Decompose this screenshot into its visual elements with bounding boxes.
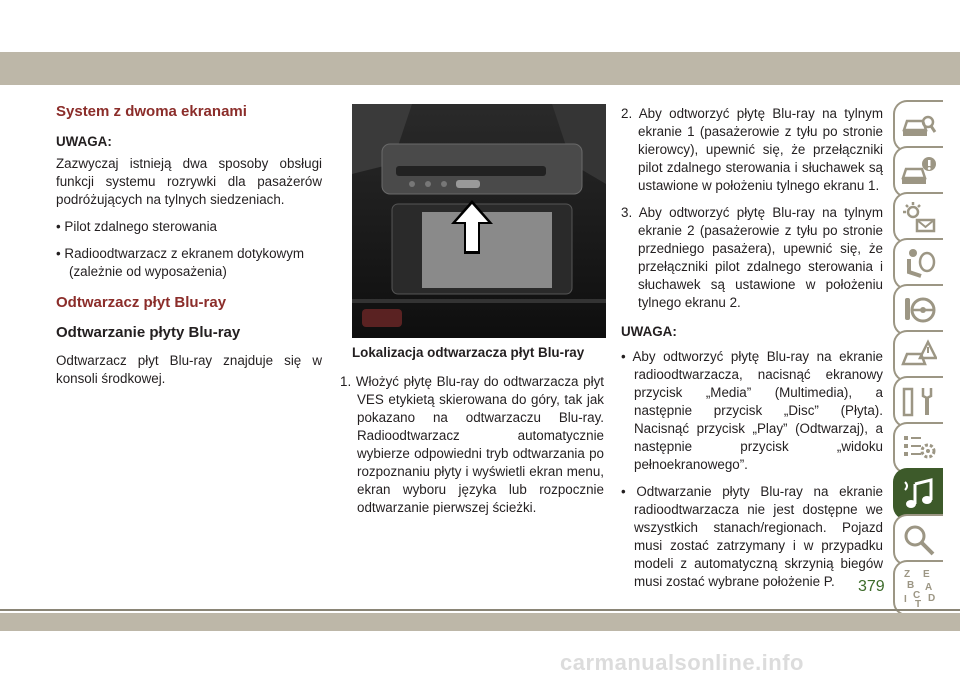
svg-text:C: C bbox=[913, 590, 921, 601]
page-number: 379 bbox=[858, 578, 885, 595]
tab-steering[interactable] bbox=[893, 284, 943, 336]
svg-text:T: T bbox=[915, 599, 922, 608]
search-icon bbox=[901, 522, 937, 558]
airbag-seat-icon bbox=[901, 246, 937, 282]
note-text: Zazwyczaj istnieją dwa sposoby obsługi funkcji systemu rozrywki dla pasażerów podróżujących na tylnych siedzeniach. bbox=[56, 156, 322, 207]
tab-roadside[interactable] bbox=[893, 330, 943, 382]
middle-column bbox=[340, 373, 604, 517]
bullet-remote: • Pilot zdalnego sterowania bbox=[56, 219, 218, 234]
roadside-warning-icon bbox=[901, 338, 937, 374]
bluray-player-photo bbox=[352, 104, 606, 338]
bullet-availability: • Odtwarzanie płyty Blu-ray na ekranie radioodtwarzacza nie jest dostępne we wszystkich stanach/regionach. Pojazd musi zostać zatrzymany i w przypadku modeli z automatyczną skrzynią biegów musi zostać wybrane położenie P. bbox=[621, 484, 883, 589]
step-1: 1. Włożyć płytę Blu-ray do odtwarzacza płyt VES etykietą skierowana do góry, tak jak pokazano na odtwarzaczu Blu-ray. Radioodtwarzacz automatycznie wybierze odpowiedni tryb odtwarzania po rozpoznaniu płyty i wyświetli ekran menu, ekran wyboru języka lub rozpocznie odtwarzanie pierwszej ścieżki. bbox=[340, 374, 604, 515]
car-info-icon bbox=[901, 154, 937, 190]
wrench-service-icon bbox=[901, 384, 937, 420]
tab-multimedia[interactable] bbox=[893, 468, 943, 520]
step-2: 2. Aby odtworzyć płytę Blu-ray na tylnym ekranie 1 (pasażerowie z tyłu po stronie kierowcy), upewnić się, że przełączniki pilot zdalnego sterowania i słuchawek są ustawione w położeniu tylnego ekranu 1. bbox=[621, 106, 883, 193]
note-label-2: UWAGA: bbox=[621, 324, 677, 339]
bottom-rule bbox=[0, 609, 960, 611]
steering-wheel-icon bbox=[901, 292, 937, 328]
svg-text:I: I bbox=[904, 594, 907, 605]
svg-text:A: A bbox=[925, 582, 933, 593]
svg-text:Z: Z bbox=[904, 569, 911, 580]
tab-airbag-seat[interactable] bbox=[893, 238, 943, 290]
left-column bbox=[56, 103, 322, 388]
right-column bbox=[621, 105, 883, 591]
bullet-radio: • Radioodtwarzacz z ekranem dotykowym (zależnie od wyposażenia) bbox=[56, 246, 305, 279]
body-text: Odtwarzacz płyt Blu-ray znajduje się w konsoli środkowej. bbox=[56, 353, 322, 386]
tab-service[interactable] bbox=[893, 376, 943, 428]
car-search-icon bbox=[901, 108, 937, 144]
bottom-band bbox=[0, 613, 960, 631]
note-label: UWAGA: bbox=[56, 134, 112, 149]
section-title: System z dwoma ekranami bbox=[56, 103, 247, 120]
tab-car-info[interactable] bbox=[893, 146, 943, 198]
svg-text:D: D bbox=[928, 593, 936, 604]
section-title-bluray: Odtwarzacz płyt Blu-ray bbox=[56, 294, 227, 311]
tab-settings[interactable] bbox=[893, 422, 943, 474]
settings-list-icon bbox=[901, 430, 937, 466]
music-note-icon bbox=[901, 476, 937, 512]
warning-lights-icon bbox=[901, 200, 937, 236]
step-3: 3. Aby odtworzyć płytę Blu-ray na tylnym ekranie 2 (pasażerowie z tyłu po stronie przedniego pasażera), upewnić się, że przełączniki pilot zdalnego sterowania i słuchawek są ustawione w położeniu tylnego ekranu 2. bbox=[621, 205, 883, 310]
tab-index[interactable] bbox=[893, 560, 943, 616]
tab-search[interactable] bbox=[893, 514, 943, 566]
svg-text:E: E bbox=[923, 569, 930, 580]
svg-text:B: B bbox=[907, 580, 915, 591]
subheading: Odtwarzanie płyty Blu-ray bbox=[56, 324, 241, 341]
tab-warning-lights[interactable] bbox=[893, 192, 943, 244]
bullet-radio-screen: • Aby odtworzyć płytę Blu-ray na ekranie radioodtwarzacza, nacisnąć ekranowy przycisk „Media” (Multimedia), a następnie przycisk „Disc” (Płyta). Nacisnąć przycisk „Play” (Odtwarzaj), a następnie przycisk „widoku pełnoekranowego”. bbox=[621, 349, 883, 472]
tab-car-search[interactable] bbox=[893, 100, 943, 152]
figure-caption: Lokalizacja odtwarzacza płyt Blu-ray bbox=[352, 345, 585, 360]
top-band bbox=[0, 52, 960, 85]
watermark: carmanualsonline.info bbox=[560, 650, 804, 675]
index-letters-icon bbox=[901, 568, 937, 608]
